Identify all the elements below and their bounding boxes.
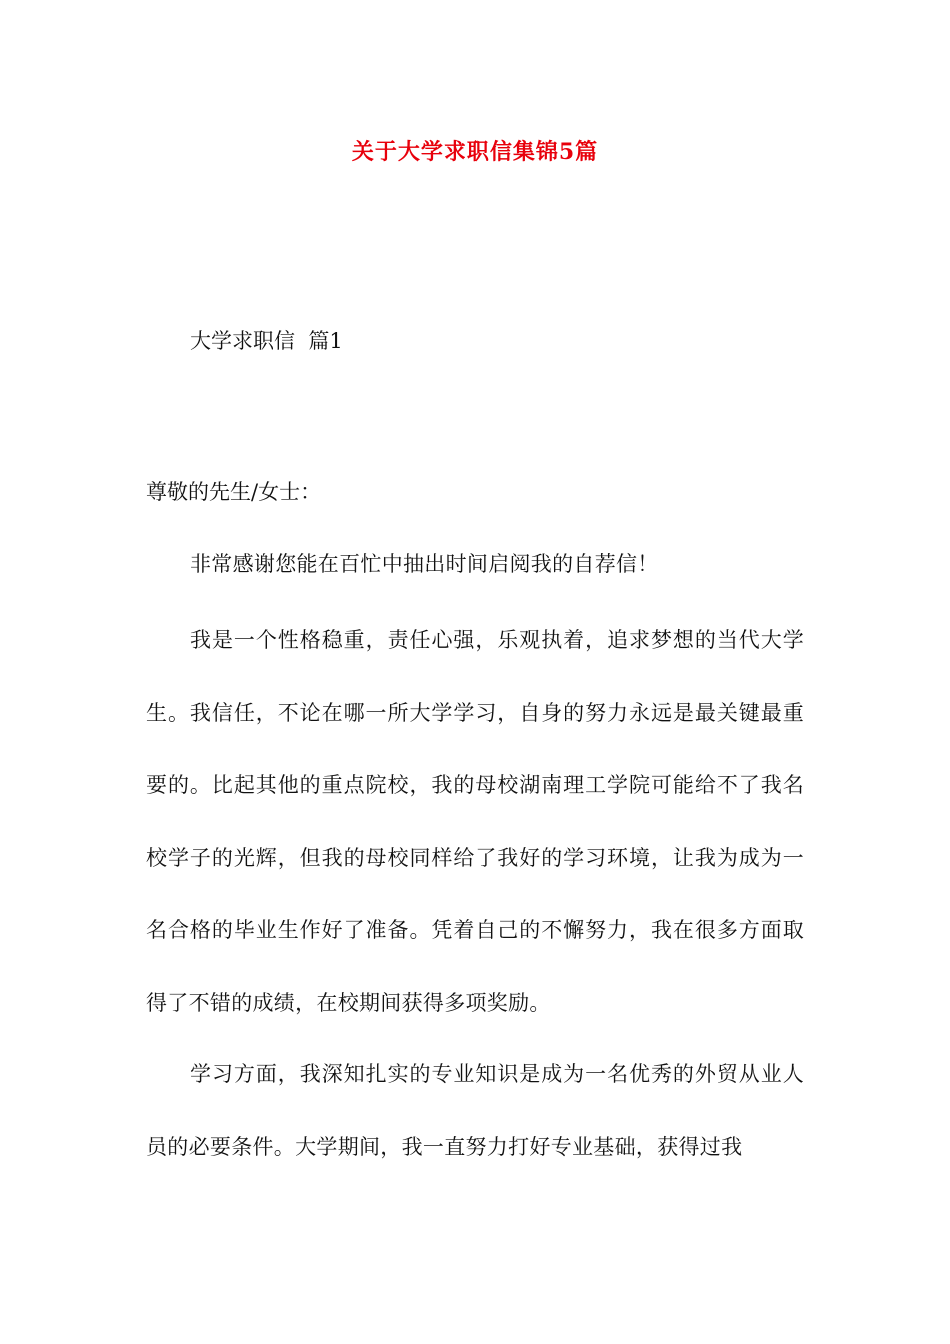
paragraph-thanks: 非常感谢您能在百忙中抽出时间启阅我的自荐信！ <box>190 552 659 576</box>
salutation: 尊敬的先生/女士： <box>146 480 322 504</box>
paragraph-introduction: 我是一个性格稳重，责任心强，乐观执着，追求梦想的当代大学生。我信任，不论在哪一所大学学习，自身的努力永远是最关键最重要的。比起其他的重点院校，我的母校湖南理工学院可能给不了我名校学子的光辉，但我的母校同样给了我好的学习环境，让我为成为一名合格的毕业生作好了准备。凭着自己的不懈努力，我在很多方面取得了不错的成绩，在校期间获得多项奖励。 <box>146 628 804 1015</box>
section-heading: 大学求职信 篇1 <box>190 329 343 353</box>
document-title: 关于大学求职信集锦5篇 <box>351 139 599 165</box>
paragraph-study: 学习方面，我深知扎实的专业知识是成为一名优秀的外贸从业人员的必要条件。大学期间，我一直努力打好专业基础，获得过我 <box>146 1062 804 1159</box>
